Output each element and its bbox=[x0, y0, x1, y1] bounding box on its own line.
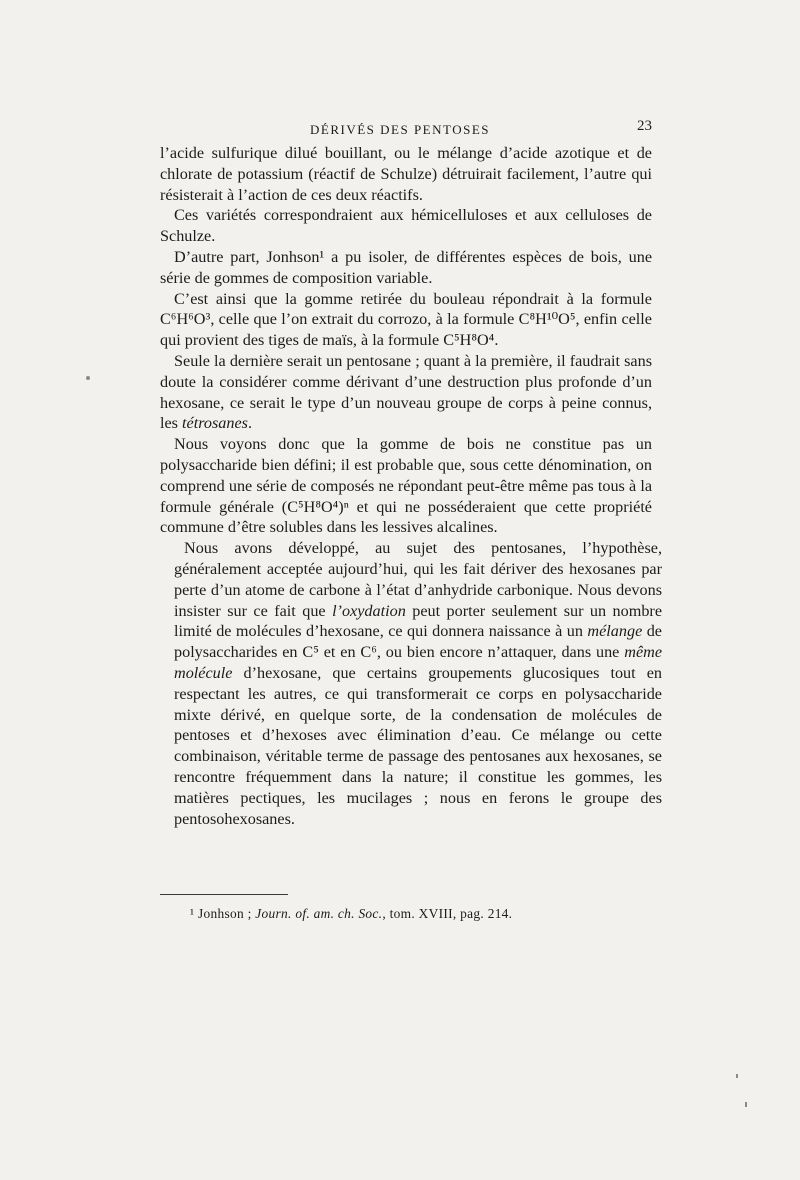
footnote-author: Jonhson ; bbox=[194, 906, 256, 921]
paragraph-5 bbox=[160, 351, 652, 434]
paragraph-5-end: . bbox=[247, 414, 253, 433]
paragraph-7-part-2: peut porter seulement sur un nombre limité de molécules d’hexosane, ce qui donnera naissance à un bbox=[174, 601, 662, 641]
paragraph-2: Ces variétés correspondraient aux hémicelluloses et aux celluloses de Schulze. bbox=[160, 206, 652, 246]
scan-speck bbox=[86, 376, 90, 380]
paragraph-6: Nous voyons donc que la gomme de bois ne constitue pas un polysaccharide bien défini; il est probable que, sous cette dénomination, on comprend une série de composés ne répondant peut-être même pas tous à la formule générale (C⁵H⁸O⁴)ⁿ et qui ne posséderaient que cette propriété commune d’être solubles dans les lessives alcalines. bbox=[160, 435, 652, 537]
emphasis-oxydation: l’oxydation bbox=[332, 601, 406, 620]
paragraph-7-part-4: d’hexosane, que certains groupements glucosiques tout en respectant les autres, ce qui transformerait ce corps en polysaccharide mixte dérivé, en quelque sorte, de la condensation de molécules de pentoses et d’hexoses avec élimination d’eau. Ce mélange ou cette combinaison, véritable terme de passage des pentosanes aux hexosanes, se rencontre fréquemment dans la nature; il constitue les gommes, les matières pectiques, les mucilages ; nous en ferons le groupe des pentosohexosanes. bbox=[174, 663, 662, 828]
paragraph-4: C’est ainsi que la gomme retirée du bouleau répondrait à la formule C⁶H⁶O³, celle que l’on extrait du corrozo, à la formule C⁸H¹⁰O⁵, enfin celle qui provient des tiges de maïs, à la formule C⁵H⁸O⁴. bbox=[160, 289, 652, 350]
footnote-journal: Journ. of. am. ch. Soc. bbox=[255, 906, 383, 921]
emphasis-tetrosanes: tétrosanes bbox=[182, 414, 248, 433]
paragraph-7-block bbox=[174, 538, 662, 829]
body-text bbox=[160, 143, 662, 829]
footnote-rule bbox=[160, 894, 288, 895]
page-number: 23 bbox=[637, 118, 652, 134]
page-header bbox=[160, 118, 652, 142]
emphasis-meme-molecule: même molécule bbox=[174, 643, 662, 682]
paragraph-5-text: Seule la dernière serait un pentosane ; quant à la première, il faudrait sans doute la considérer comme dérivant d’une destruction plus profonde d’un hexosane, ce serait le type d’un nouveau groupe de corps à peine connus, les bbox=[160, 351, 652, 433]
paragraph-7-part-3: de polysaccharides en C⁵ et en C⁶, ou bien encore n’attaquer, dans une bbox=[174, 622, 662, 662]
emphasis-melange: mélange bbox=[587, 622, 643, 641]
scan-speck bbox=[745, 1102, 747, 1107]
paragraph-3: D’autre part, Jonhson¹ a pu isoler, de différentes espèces de bois, une série de gommes de composition variable. bbox=[160, 247, 652, 287]
paragraph-7 bbox=[174, 538, 662, 829]
footnote bbox=[190, 906, 620, 922]
footnote-reference: , tom. XVIII, pag. 214. bbox=[382, 906, 513, 921]
paragraph-1: l’acide sulfurique dilué bouillant, ou le mélange d’acide azotique et de chlorate de potassium (réactif de Schulze) détruirait facilement, l’autre qui résisterait à l’action de ces deux réactifs. bbox=[160, 144, 652, 204]
paragraph-7-part-1: Nous avons développé, au sujet des pentosanes, l’hypothèse, généralement acceptée aujourd’hui, qui les fait dériver des hexosanes par perte d’un atome de carbone à l’état d’anhydride carbonique. Nous devons insister sur ce fait que bbox=[174, 539, 662, 620]
running-title: DÉRIVÉS DES PENTOSES bbox=[310, 122, 491, 137]
scan-speck bbox=[736, 1074, 738, 1078]
footnote-mark: ¹ bbox=[190, 906, 195, 921]
